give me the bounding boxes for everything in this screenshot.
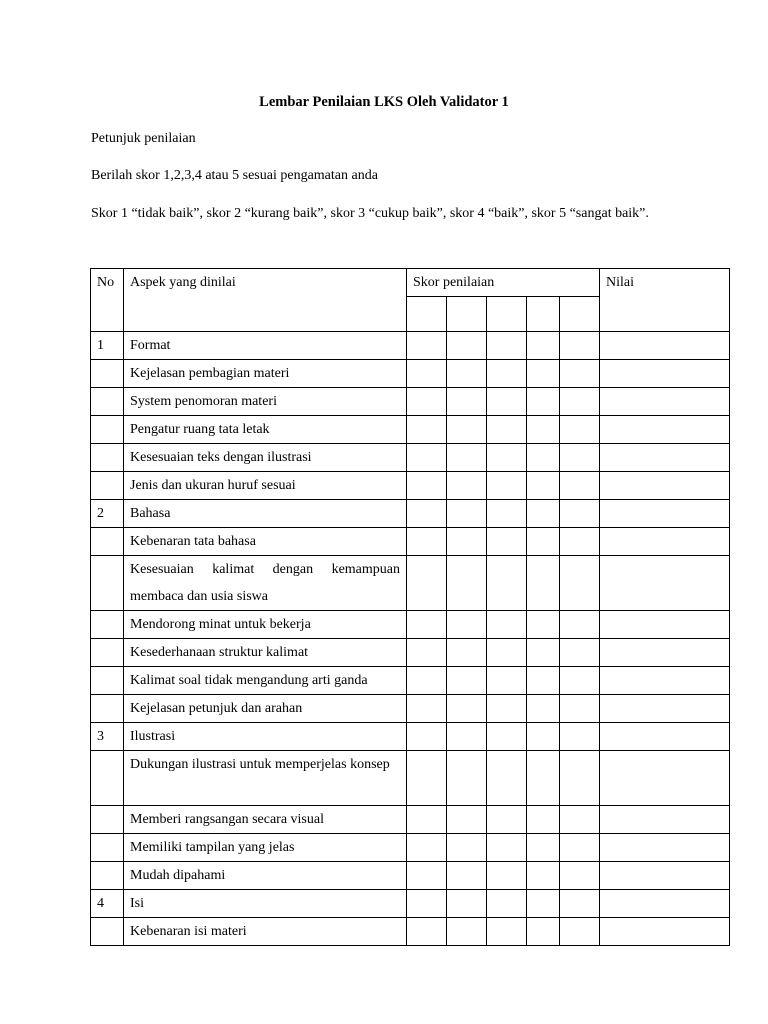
- aspect-cell: Ilustrasi: [124, 723, 407, 751]
- row-number: 4: [91, 890, 124, 918]
- score-cell[interactable]: [407, 388, 447, 416]
- value-cell[interactable]: [600, 918, 730, 946]
- score-cell[interactable]: [447, 639, 487, 667]
- score-cell[interactable]: [447, 806, 487, 834]
- value-cell[interactable]: [600, 528, 730, 556]
- row-number: [91, 834, 124, 862]
- table-row: [91, 862, 730, 890]
- aspect-cell: Memiliki tampilan yang jelas: [124, 834, 407, 862]
- aspect-cell: Mudah dipahami: [124, 862, 407, 890]
- score-cell[interactable]: [527, 751, 560, 806]
- score-cell[interactable]: [527, 723, 560, 751]
- aspect-cell: Kebenaran tata bahasa: [124, 528, 407, 556]
- score-cell[interactable]: [407, 360, 447, 388]
- score-cell[interactable]: [487, 723, 527, 751]
- score-cell[interactable]: [487, 528, 527, 556]
- score-cell[interactable]: [560, 751, 600, 806]
- score-cell[interactable]: [447, 862, 487, 890]
- score-cell[interactable]: [407, 416, 447, 444]
- score-cell[interactable]: [527, 444, 560, 472]
- score-cell[interactable]: [487, 834, 527, 862]
- score-cell[interactable]: [447, 695, 487, 723]
- value-cell[interactable]: [600, 751, 730, 806]
- row-number: [91, 444, 124, 472]
- score-cell[interactable]: [487, 695, 527, 723]
- table-row: [91, 918, 730, 946]
- row-number: [91, 388, 124, 416]
- score-cell[interactable]: [407, 918, 447, 946]
- score-cell[interactable]: [447, 360, 487, 388]
- row-number: 2: [91, 500, 124, 528]
- score-cell[interactable]: [560, 723, 600, 751]
- value-cell[interactable]: [600, 695, 730, 723]
- table-row: [91, 723, 730, 751]
- score-cell[interactable]: [447, 332, 487, 360]
- score-cell[interactable]: [447, 444, 487, 472]
- score-cell[interactable]: [407, 472, 447, 500]
- value-cell[interactable]: [600, 332, 730, 360]
- table-row: [91, 556, 730, 611]
- value-cell[interactable]: [600, 890, 730, 918]
- score-cell[interactable]: [527, 890, 560, 918]
- score-cell[interactable]: [407, 806, 447, 834]
- value-cell[interactable]: [600, 388, 730, 416]
- score-cell[interactable]: [407, 723, 447, 751]
- score-cell[interactable]: [487, 918, 527, 946]
- score-cell[interactable]: [560, 556, 600, 611]
- score-cell[interactable]: [527, 500, 560, 528]
- score-cell[interactable]: [487, 332, 527, 360]
- score-cell[interactable]: [560, 695, 600, 723]
- score-cell[interactable]: [447, 890, 487, 918]
- table-row: [91, 416, 730, 444]
- score-subheader-cell: [407, 297, 447, 332]
- aspect-cell: Kejelasan pembagian materi: [124, 360, 407, 388]
- instructions-heading: Petunjuk penilaian: [91, 131, 196, 146]
- score-cell[interactable]: [447, 918, 487, 946]
- aspect-cell: Pengatur ruang tata letak: [124, 416, 407, 444]
- score-cell[interactable]: [447, 388, 487, 416]
- value-cell[interactable]: [600, 667, 730, 695]
- score-subheader-cell: [560, 297, 600, 332]
- score-cell[interactable]: [407, 862, 447, 890]
- instructions-line-1: Berilah skor 1,2,3,4 atau 5 sesuai pengamatan anda: [91, 168, 378, 183]
- score-cell[interactable]: [560, 862, 600, 890]
- table-row: [91, 806, 730, 834]
- aspect-cell: Kesederhanaan struktur kalimat: [124, 639, 407, 667]
- table-row: [91, 834, 730, 862]
- score-cell[interactable]: [487, 751, 527, 806]
- score-cell[interactable]: [407, 751, 447, 806]
- value-cell[interactable]: [600, 639, 730, 667]
- score-cell[interactable]: [527, 918, 560, 946]
- score-cell[interactable]: [447, 611, 487, 639]
- score-cell[interactable]: [407, 500, 447, 528]
- score-cell[interactable]: [407, 890, 447, 918]
- score-cell[interactable]: [447, 751, 487, 806]
- document-title: Lembar Penilaian LKS Oleh Validator 1: [259, 94, 509, 110]
- score-cell[interactable]: [447, 416, 487, 444]
- table-row: [91, 639, 730, 667]
- score-cell[interactable]: [527, 806, 560, 834]
- aspect-cell: Jenis dan ukuran huruf sesuai: [124, 472, 407, 500]
- header-no: No: [91, 269, 124, 332]
- row-number: 3: [91, 723, 124, 751]
- score-cell[interactable]: [487, 416, 527, 444]
- value-cell[interactable]: [600, 862, 730, 890]
- score-cell[interactable]: [527, 360, 560, 388]
- instructions-line-2: Skor 1 “tidak baik”, skor 2 “kurang baik”, skor 3 “cukup baik”, skor 4 “baik”, skor 5 “sangat baik”.: [91, 206, 649, 221]
- score-cell[interactable]: [560, 528, 600, 556]
- score-cell[interactable]: [407, 332, 447, 360]
- score-cell[interactable]: [527, 388, 560, 416]
- score-cell[interactable]: [487, 890, 527, 918]
- score-cell[interactable]: [527, 862, 560, 890]
- score-cell[interactable]: [447, 528, 487, 556]
- value-cell[interactable]: [600, 500, 730, 528]
- score-cell[interactable]: [407, 528, 447, 556]
- row-number: [91, 918, 124, 946]
- score-cell[interactable]: [527, 639, 560, 667]
- header-score: Skor penilaian: [407, 269, 600, 297]
- table-row: [91, 528, 730, 556]
- score-cell[interactable]: [560, 806, 600, 834]
- row-number: [91, 360, 124, 388]
- aspect-cell: Kejelasan petunjuk dan arahan: [124, 695, 407, 723]
- row-number: [91, 416, 124, 444]
- score-cell[interactable]: [527, 332, 560, 360]
- header-aspect: Aspek yang dinilai: [124, 269, 407, 332]
- score-cell[interactable]: [560, 890, 600, 918]
- score-subheader-cell: [527, 297, 560, 332]
- value-cell[interactable]: [600, 723, 730, 751]
- row-number: 1: [91, 332, 124, 360]
- score-cell[interactable]: [527, 667, 560, 695]
- aspect-cell: Mendorong minat untuk bekerja: [124, 611, 407, 639]
- score-cell[interactable]: [447, 834, 487, 862]
- row-number: [91, 611, 124, 639]
- value-cell[interactable]: [600, 834, 730, 862]
- score-cell[interactable]: [560, 667, 600, 695]
- score-cell[interactable]: [527, 556, 560, 611]
- table-row: [91, 667, 730, 695]
- score-cell[interactable]: [560, 416, 600, 444]
- value-cell[interactable]: [600, 444, 730, 472]
- row-number: [91, 806, 124, 834]
- value-cell[interactable]: [600, 416, 730, 444]
- row-number: [91, 667, 124, 695]
- score-cell[interactable]: [487, 500, 527, 528]
- aspect-cell: Isi: [124, 890, 407, 918]
- aspect-cell: Kesesuaian teks dengan ilustrasi: [124, 444, 407, 472]
- aspect-cell: Memberi rangsangan secara visual: [124, 806, 407, 834]
- score-cell[interactable]: [407, 556, 447, 611]
- score-cell[interactable]: [407, 834, 447, 862]
- value-cell[interactable]: [600, 472, 730, 500]
- table-row: [91, 890, 730, 918]
- score-cell[interactable]: [407, 695, 447, 723]
- row-number: [91, 751, 124, 806]
- table-row: [91, 332, 730, 360]
- table-row: [91, 611, 730, 639]
- row-number: [91, 472, 124, 500]
- score-cell[interactable]: [527, 528, 560, 556]
- score-cell[interactable]: [560, 611, 600, 639]
- table-row: [91, 444, 730, 472]
- score-cell[interactable]: [487, 388, 527, 416]
- score-cell[interactable]: [447, 472, 487, 500]
- score-cell[interactable]: [560, 918, 600, 946]
- score-cell[interactable]: [560, 472, 600, 500]
- score-cell[interactable]: [527, 472, 560, 500]
- score-cell[interactable]: [560, 639, 600, 667]
- aspect-cell: Kalimat soal tidak mengandung arti ganda: [124, 667, 407, 695]
- row-number: [91, 695, 124, 723]
- score-cell[interactable]: [407, 611, 447, 639]
- score-cell[interactable]: [560, 834, 600, 862]
- score-cell[interactable]: [487, 444, 527, 472]
- score-cell[interactable]: [487, 806, 527, 834]
- score-cell[interactable]: [487, 472, 527, 500]
- table-row: [91, 751, 730, 806]
- value-cell[interactable]: [600, 556, 730, 611]
- score-cell[interactable]: [487, 639, 527, 667]
- score-cell[interactable]: [407, 639, 447, 667]
- table-row: [91, 388, 730, 416]
- aspect-cell: Format: [124, 332, 407, 360]
- assessment-table: [90, 268, 730, 946]
- score-cell[interactable]: [527, 611, 560, 639]
- row-number: [91, 639, 124, 667]
- score-cell[interactable]: [560, 388, 600, 416]
- aspect-cell: Kebenaran isi materi: [124, 918, 407, 946]
- table-row: [91, 695, 730, 723]
- score-cell[interactable]: [487, 360, 527, 388]
- score-subheader-cell: [487, 297, 527, 332]
- score-cell[interactable]: [560, 332, 600, 360]
- score-cell[interactable]: [527, 834, 560, 862]
- table-row: [91, 500, 730, 528]
- score-cell[interactable]: [560, 360, 600, 388]
- value-cell[interactable]: [600, 806, 730, 834]
- table-row: [91, 472, 730, 500]
- score-cell[interactable]: [487, 667, 527, 695]
- score-cell[interactable]: [447, 500, 487, 528]
- score-cell[interactable]: [527, 695, 560, 723]
- score-cell[interactable]: [447, 556, 487, 611]
- table-row: [91, 360, 730, 388]
- aspect-cell: System penomoran materi: [124, 388, 407, 416]
- aspect-cell: Bahasa: [124, 500, 407, 528]
- score-subheader-cell: [447, 297, 487, 332]
- score-cell[interactable]: [560, 444, 600, 472]
- score-cell[interactable]: [447, 667, 487, 695]
- score-cell[interactable]: [487, 556, 527, 611]
- score-cell[interactable]: [447, 723, 487, 751]
- score-cell[interactable]: [560, 500, 600, 528]
- score-cell[interactable]: [487, 862, 527, 890]
- row-number: [91, 528, 124, 556]
- score-cell[interactable]: [487, 611, 527, 639]
- aspect-cell: Kesesuaian kalimat dengan kemampuan membaca dan usia siswa: [124, 556, 407, 611]
- score-cell[interactable]: [407, 444, 447, 472]
- value-cell[interactable]: [600, 611, 730, 639]
- header-value: Nilai: [600, 269, 730, 332]
- value-cell[interactable]: [600, 360, 730, 388]
- aspect-cell: Dukungan ilustrasi untuk memperjelas konsep: [124, 751, 407, 806]
- score-cell[interactable]: [527, 416, 560, 444]
- row-number: [91, 862, 124, 890]
- row-number: [91, 556, 124, 611]
- score-cell[interactable]: [407, 667, 447, 695]
